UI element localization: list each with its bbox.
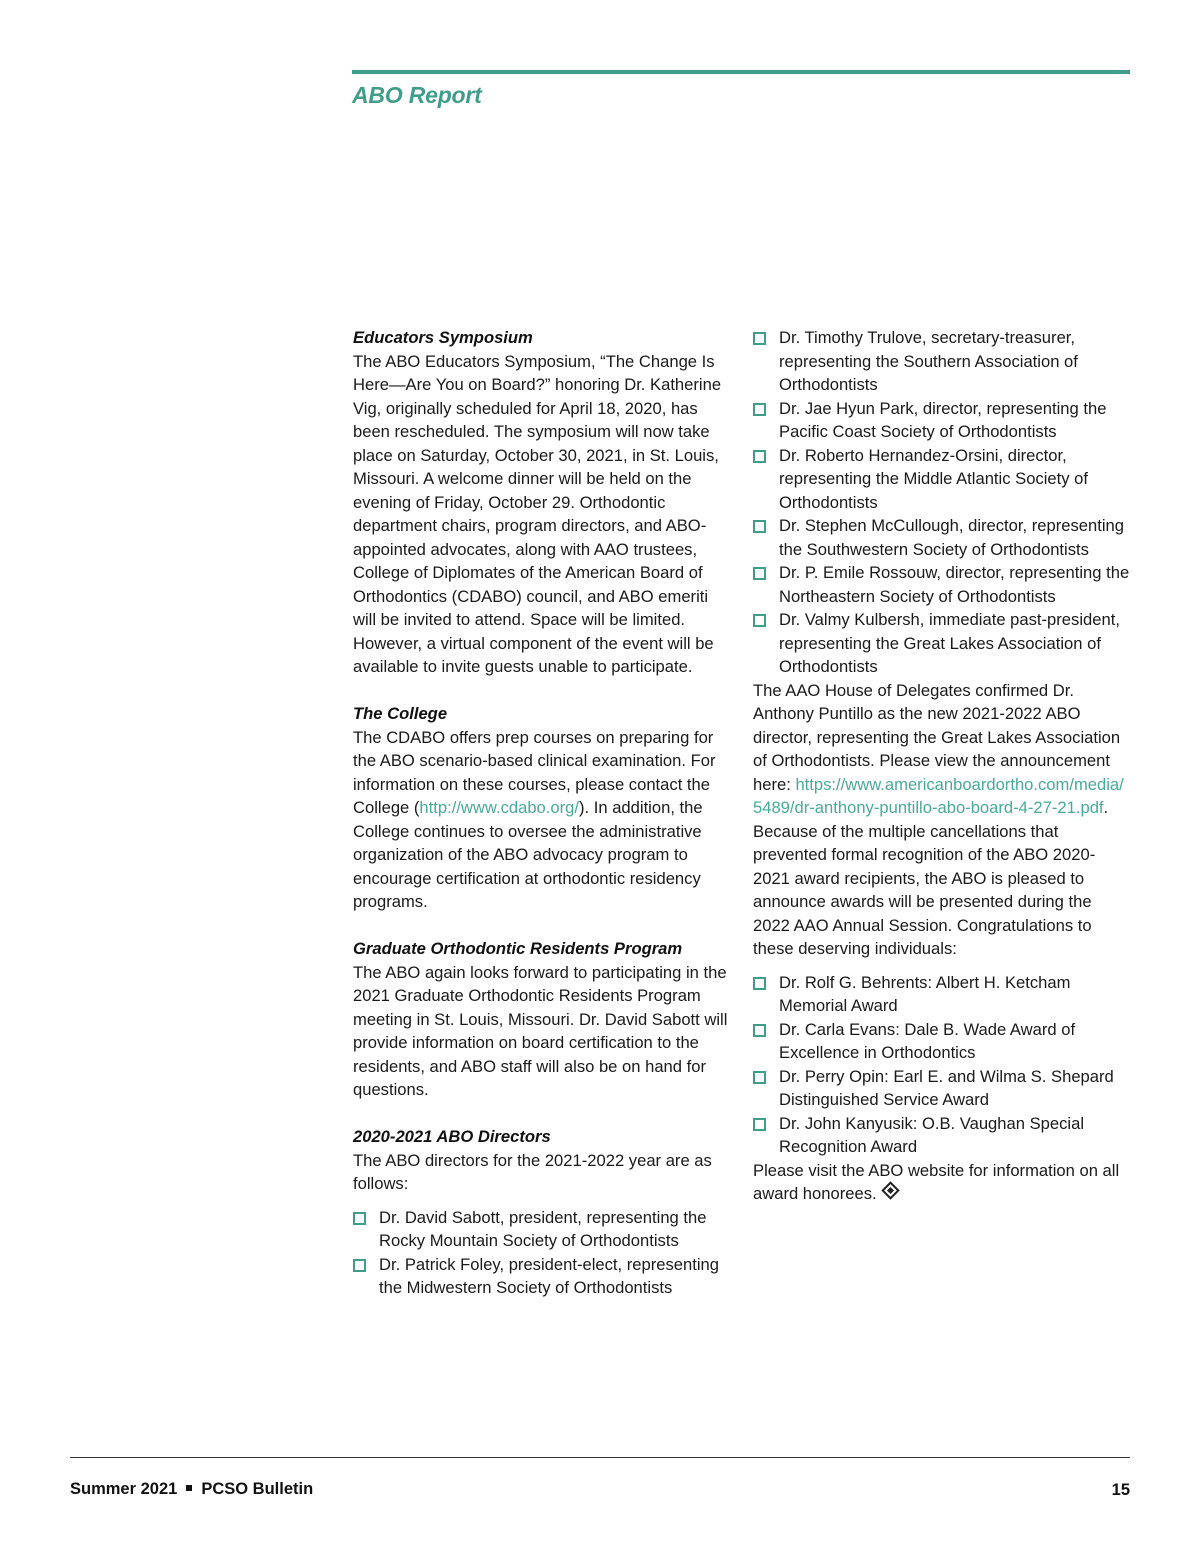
square-bullet-icon xyxy=(753,1118,766,1131)
announcement-link[interactable]: https://www.americanboardortho.com/media/5489/dr-anthony-puntillo-abo-board-4-27-21.pdf xyxy=(753,774,1124,817)
list-item: Dr. Patrick Foley, president-elect, representing the Midwestern Society of Orthodontists xyxy=(353,1253,731,1300)
list-item: Dr. Timothy Trulove, secretary-treasurer, representing the Southern Association of Orthodontists xyxy=(753,326,1131,397)
square-bullet-icon xyxy=(753,977,766,990)
college-body xyxy=(353,726,731,914)
awards-intro: Because of the multiple cancellations that prevented formal recognition of the ABO 2020-2021 award recipients, the ABO is pleased to announce awards will be presented during the 2022 AAO Annual Session. Congratulations to these deserving individuals: xyxy=(753,821,1096,958)
end-diamond-icon xyxy=(881,1181,899,1199)
college-body-post: ). In addition, the College continues to oversee the administrative organization of the ABO advocacy program to encourage certification at orthodontic residency programs. xyxy=(353,798,703,911)
list-item: Dr. Roberto Hernandez-Orsini, director, representing the Middle Atlantic Society of Orthodontists xyxy=(753,444,1131,515)
directors-intro: The ABO directors for the 2021-2022 year are as follows: xyxy=(353,1150,712,1193)
list-item: Dr. Jae Hyun Park, director, representing the Pacific Coast Society of Orthodontists xyxy=(753,397,1131,444)
page-number: 15 xyxy=(1111,1481,1130,1499)
college-link[interactable]: http://www.cdabo.org/ xyxy=(419,798,579,817)
square-bullet-icon xyxy=(753,450,766,463)
list-item: Dr. Rolf G. Behrents: Albert H. Ketcham Memorial Award xyxy=(753,971,1131,1018)
square-bullet-icon xyxy=(753,1024,766,1037)
list-item: Dr. Perry Opin: Earl E. and Wilma S. Shepard Distinguished Service Award xyxy=(753,1065,1131,1112)
directors-section xyxy=(353,1125,731,1300)
educators-body: The ABO Educators Symposium, “The Change Is Here—Are You on Board?” honoring Dr. Katherine Vig, originally scheduled for April 18, 2020, has been rescheduled. The symposium will now take place on Saturday, October 30, 2021, in St. Louis, Missouri. A welcome dinner will be held on the evening of Friday, October 29. Orthodontic department chairs, program directors, and ABO-appointed advocates, along with AAO trustees, College of Diplomates of the American Board of Orthodontics (CDABO) council, and ABO emeriti will be invited to attend. Space will be limited. However, a virtual component of the event will be available to invite guests unable to participate. xyxy=(353,351,722,676)
residents-body: The ABO again looks forward to participating in the 2021 Graduate Orthodontic Residents Program meeting in St. Louis, Missouri. Dr. David Sabott will provide information on board certification to the residents, and ABO staff will also be on hand for questions. xyxy=(353,962,728,1099)
square-bullet-icon xyxy=(353,1259,366,1272)
section-title: ABO Report xyxy=(352,82,482,108)
directors-heading: 2020-2021 ABO Directors xyxy=(353,1127,551,1146)
square-bullet-icon xyxy=(753,614,766,627)
educators-heading: Educators Symposium xyxy=(353,328,533,347)
square-bullet-icon xyxy=(753,1071,766,1084)
footer-publication xyxy=(70,1480,313,1499)
college-heading: The College xyxy=(353,704,448,723)
residents-section xyxy=(353,937,731,1102)
left-column xyxy=(353,326,731,1300)
list-item: Dr. P. Emile Rossouw, director, representing the Northeastern Society of Orthodontists xyxy=(753,561,1131,608)
list-item: Dr. Stephen McCullough, director, representing the Southwestern Society of Orthodontists xyxy=(753,514,1131,561)
separator-square-icon xyxy=(186,1485,192,1491)
list-item: Dr. David Sabott, president, representing the Rocky Mountain Society of Orthodontists xyxy=(353,1206,731,1253)
footer-issue: Summer 2021 xyxy=(70,1480,178,1498)
awards-closing: Please visit the ABO website for information on all award honorees. xyxy=(753,1160,1120,1203)
college-body-pre: The CDABO offers prep courses on preparing for the ABO scenario-based clinical examination. For information on these courses, please contact the College ( xyxy=(353,727,716,817)
list-item: Dr. Carla Evans: Dale B. Wade Award of Excellence in Orthodontics xyxy=(753,1018,1131,1065)
educators-section xyxy=(353,326,731,679)
directors-list xyxy=(353,1206,731,1300)
college-section xyxy=(353,702,731,914)
awards-list xyxy=(753,971,1131,1159)
square-bullet-icon xyxy=(753,332,766,345)
header-rule xyxy=(352,70,1130,74)
square-bullet-icon xyxy=(353,1212,366,1225)
right-column xyxy=(753,326,1131,1206)
list-item: Dr. John Kanyusik: O.B. Vaughan Special Recognition Award xyxy=(753,1112,1131,1159)
house-of-delegates-paragraph: The AAO House of Delegates confirmed Dr. Anthony Puntillo as the new 2021-2022 ABO director, representing the Great Lakes Association of Orthodontists. Please view the announcement here: https://www.americanboardortho.com/media/5489/dr-anthony-puntillo-abo-board-4-27-21.pdf. xyxy=(753,680,1124,817)
square-bullet-icon xyxy=(753,520,766,533)
list-item: Dr. Valmy Kulbersh, immediate past-president, representing the Great Lakes Association of Orthodontists xyxy=(753,608,1131,679)
square-bullet-icon xyxy=(753,403,766,416)
directors-list-continued xyxy=(753,326,1131,679)
residents-heading: Graduate Orthodontic Residents Program xyxy=(353,939,683,958)
square-bullet-icon xyxy=(753,567,766,580)
footer-publication-name: PCSO Bulletin xyxy=(201,1480,314,1498)
footer-rule xyxy=(70,1457,1130,1458)
